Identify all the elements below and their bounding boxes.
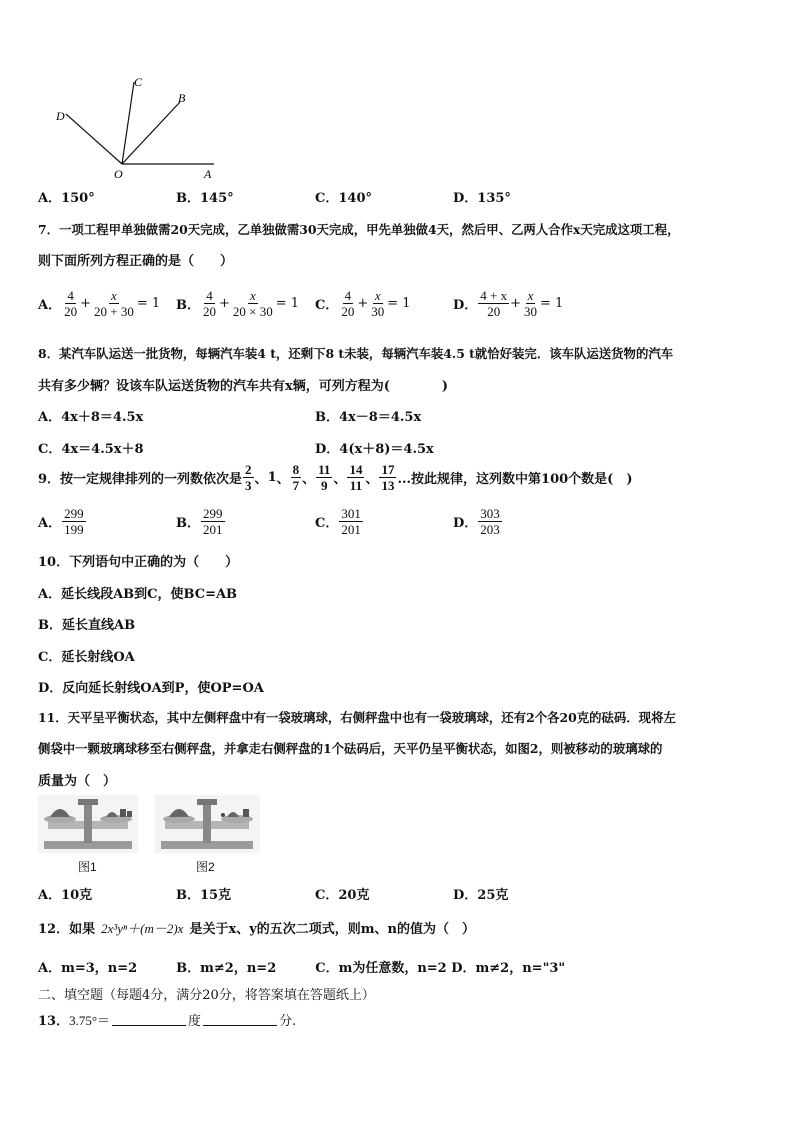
q7-b-frac1: $\frac{4}{20}$: [203, 288, 216, 319]
q7-b-eq: = 1: [275, 296, 300, 311]
q9-sep: 、: [254, 472, 268, 487]
q9-term-1: $\frac{2}{3}$: [245, 462, 252, 493]
q9-term-5: $\frac{14}{11}$: [349, 462, 363, 493]
q7-d-eq: = 1: [540, 296, 564, 311]
q10-option-a: A．延长线段AB到C，使BC=AB: [38, 587, 238, 602]
label-B: B: [178, 91, 186, 105]
q7-c-label: C．: [315, 298, 339, 313]
q11-option-b: B．15克: [176, 888, 232, 903]
q7-c-frac2: $\frac{x}{30}$: [371, 288, 385, 319]
q9-d-frac: $\frac{303}{203}$: [480, 506, 500, 537]
q10-option-b: B．延长直线AB: [38, 618, 136, 633]
q13-degree-blank[interactable]: [112, 1013, 186, 1026]
q9-a-frac: $\frac{299}{199}$: [64, 506, 84, 537]
q11-fig1-caption: 图1: [78, 860, 97, 874]
q7-option-b: [176, 288, 299, 319]
q11-stem-line2: 侧袋中一颗玻璃球移至右侧秤盘，并拿走右侧秤盘的1个砝码后，天平仍呈平衡状态，如图2，则被移动的玻璃球的: [38, 741, 663, 756]
q12-suffix: 是关于x、y的五次二项式，则m、n的值为（ ）: [189, 922, 475, 937]
q7-option-c: [315, 288, 411, 319]
label-A: A: [204, 167, 212, 181]
section-2-title: 二、填空题（每题4分，满分20分，将答案填在答题纸上）: [38, 988, 375, 1003]
label-O: O: [114, 167, 123, 181]
balance-figure-1: [38, 795, 138, 853]
q9-sep: 、: [365, 472, 379, 487]
q11-fig2-caption: 图2: [196, 860, 215, 874]
q6-option-d: D．135°: [453, 191, 511, 206]
q9-option-d: [453, 506, 503, 537]
q9-option-c: [315, 506, 364, 537]
q8-option-a: A．4x＋8＝4.5x: [38, 410, 144, 425]
q7-b-label: B．: [176, 298, 200, 313]
q8-stem-line1: 8．某汽车队运送一批货物，每辆汽车装4 t，还剩下8 t未装，每辆汽车装4.5 t就恰好装完．该车队运送货物的汽车: [38, 346, 674, 361]
label-C: C: [134, 75, 143, 89]
q9-stem: [38, 462, 633, 493]
q9-d-label: D．: [453, 516, 478, 531]
q8-option-d: D．4(x＋8)＝4.5x: [315, 442, 434, 457]
q9-c-label: C．: [315, 516, 339, 531]
q9-term-3: $\frac{8}{7}$: [292, 462, 300, 493]
q13-minute-blank[interactable]: [203, 1013, 277, 1026]
q7-a-frac1: $\frac{4}{20}$: [64, 288, 78, 319]
q9-prefix: 9．按一定规律排列的一列数依次是: [38, 472, 243, 487]
q8-option-b: B．4x－8＝4.5x: [315, 410, 422, 425]
ray-OD: [66, 114, 122, 164]
q11-stem-line3: 质量为（ ）: [38, 774, 117, 789]
q7-a-frac2: $\frac{x}{20 + 30}$: [94, 288, 134, 319]
q7-stem-line2: 则下面所列方程正确的是（ ）: [38, 254, 234, 269]
q13-stem: [38, 1010, 296, 1029]
q10-option-d: D．反向延长射线OA到P，使OP=OA: [38, 681, 264, 696]
q9-sep: 、: [333, 472, 347, 487]
ray-OC: [122, 82, 134, 164]
q8-stem-line2: 共有多少辆？设该车队运送货物的汽车共有x辆，可列方程为( ): [38, 379, 449, 394]
q9-term-2: 1: [267, 470, 277, 485]
q7-b-plus: +: [219, 296, 230, 311]
q13-min-label: 分.: [279, 1014, 297, 1029]
q12-options: A．m=3，n=2 B．m≠2，n=2 C．m为任意数，n=2 D．m≠2，n="3": [38, 961, 566, 976]
q7-d-frac2: $\frac{x}{30}$: [524, 288, 538, 319]
q6-option-a: A．150°: [38, 191, 95, 206]
q7-option-a: [38, 288, 160, 319]
q9-option-a: [38, 506, 87, 537]
q9-c-frac: $\frac{301}{201}$: [341, 506, 361, 537]
q11-option-a: A．10克: [38, 888, 93, 903]
q7-a-plus: +: [80, 296, 91, 311]
q10-option-c: C．延长射线OA: [38, 650, 135, 665]
q7-c-frac1: $\frac{4}{20}$: [341, 288, 355, 319]
balance-figure-2: [155, 795, 260, 853]
q6-option-c: C．140°: [315, 191, 372, 206]
q11-option-c: C．20克: [315, 888, 370, 903]
q9-b-frac: $\frac{299}{201}$: [203, 506, 223, 537]
q13-deg-label: 度: [188, 1014, 202, 1029]
q7-c-plus: +: [357, 296, 369, 311]
q7-a-label: A．: [38, 298, 62, 313]
q9-suffix: ...按此规律，这列数中第100个数是( ): [397, 472, 633, 487]
ray-OB: [122, 102, 180, 164]
q6-option-b: B．145°: [176, 191, 234, 206]
q9-term-4: $\frac{11}{9}$: [318, 462, 331, 493]
label-D: D: [56, 109, 65, 123]
q7-a-eq: = 1: [136, 296, 161, 311]
q8-option-c: C．4x＝4.5x＋8: [38, 442, 144, 457]
q9-sep: 、: [276, 472, 290, 487]
q7-d-frac1: $\frac{4 + x}{20}$: [480, 288, 508, 319]
q9-term-6: $\frac{17}{13}$: [381, 462, 395, 493]
q9-b-label: B．: [176, 516, 200, 531]
q7-d-plus: +: [510, 296, 522, 311]
q7-stem-line1: 7．一项工程甲单独做需20天完成，乙单独做需30天完成，甲先单独做4天，然后甲、乙两人合作x天完成这项工程，: [38, 222, 680, 237]
q12-expression: 2x³yⁿ＋(m－2)x: [101, 921, 184, 936]
q10-stem: 10．下列语句中正确的为（ ）: [38, 555, 239, 570]
q9-a-label: A．: [38, 516, 62, 531]
q7-c-eq: = 1: [387, 296, 411, 311]
q7-option-d: [453, 288, 563, 319]
q7-b-frac2: $\frac{x}{20 \times 30}$: [232, 288, 273, 319]
q13-prefix: 13．: [38, 1014, 70, 1029]
q13-value: 3.75°＝: [69, 1013, 111, 1028]
q9-option-b: [176, 506, 226, 537]
q12-stem: [38, 918, 475, 937]
q11-option-d: D．25克: [453, 888, 509, 903]
q12-prefix: 12．如果: [38, 922, 96, 937]
q9-sep: 、: [302, 472, 316, 487]
q7-d-label: D．: [453, 298, 478, 313]
q11-stem-line1: 11．天平呈平衡状态，其中左侧秤盘中有一袋玻璃球，右侧秤盘中也有一袋玻璃球，还有2个各20克的砝码．现将左: [38, 710, 676, 725]
angle-figure: [50, 72, 225, 182]
